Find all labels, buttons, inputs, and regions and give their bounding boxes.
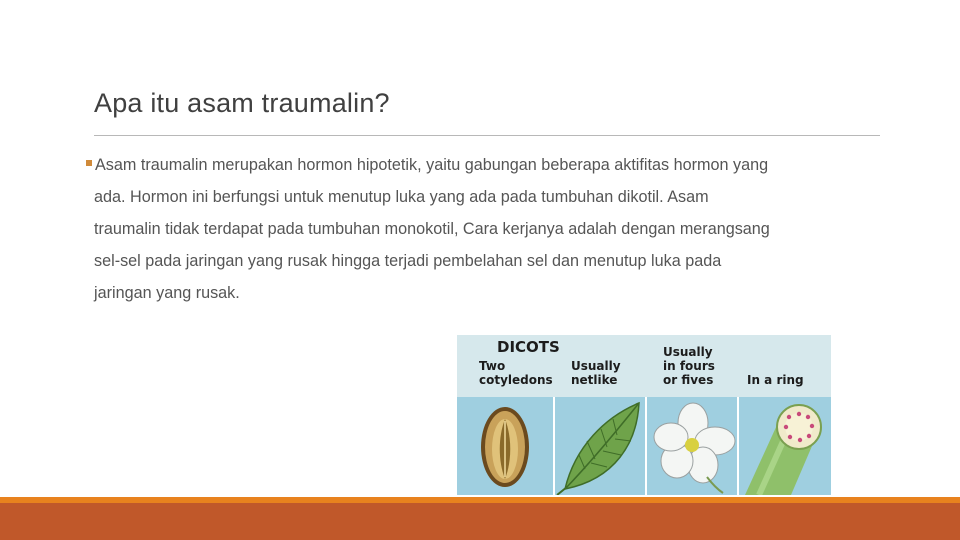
caption-flower-line3: or fives [663, 373, 714, 387]
caption-cotyledons-line1: Two [479, 359, 506, 373]
bullet-line-1-text: Asam traumalin merupakan hormon hipotetik, yaitu gabungan beberapa aktifitas hormon yang [95, 156, 769, 174]
bullet-paragraph [94, 149, 884, 309]
bullet-line-3: traumalin tidak terdapat pada tumbuhan monokotil, Cara kerjanya adalah dengan merangsang [94, 220, 770, 238]
figure-panels [457, 397, 831, 495]
caption-cotyledons [479, 359, 553, 387]
caption-vascular-line1: In a ring [747, 373, 804, 387]
stem-vascular-ring-icon [739, 397, 831, 495]
panel-seed [457, 397, 553, 495]
seed-cotyledon-icon [457, 397, 553, 495]
netlike-leaf-icon [555, 397, 645, 495]
bullet-line-4: sel-sel pada jaringan yang rusak hingga terjadi pembelahan sel dan menutup luka pada [94, 252, 722, 270]
caption-vascular [747, 373, 804, 387]
bullet-square-icon [86, 160, 92, 166]
dicots-figure [457, 335, 831, 495]
panel-flower [645, 397, 737, 495]
caption-veins-line1: Usually [571, 359, 621, 373]
caption-flower-parts [663, 345, 715, 387]
panel-leaf [553, 397, 645, 495]
bullet-line-2: ada. Hormon ini berfungsi untuk menutup luka yang ada pada tumbuhan dikotil. Asam [94, 188, 709, 206]
caption-flower-line2: in fours [663, 359, 715, 373]
footer-bar [0, 503, 960, 540]
bullet-line-5: jaringan yang rusak. [94, 284, 240, 302]
figure-title: DICOTS [497, 338, 560, 356]
panel-stem [737, 397, 831, 495]
title-divider [94, 135, 880, 136]
flower-icon [647, 397, 737, 495]
caption-veins [571, 359, 621, 387]
caption-cotyledons-line2: cotyledons [479, 373, 553, 387]
caption-veins-line2: netlike [571, 373, 618, 387]
slide-title: Apa itu asam traumalin? [94, 88, 390, 118]
figure-header [457, 335, 831, 395]
bullet-line-1 [86, 149, 884, 181]
caption-flower-line1: Usually [663, 345, 713, 359]
